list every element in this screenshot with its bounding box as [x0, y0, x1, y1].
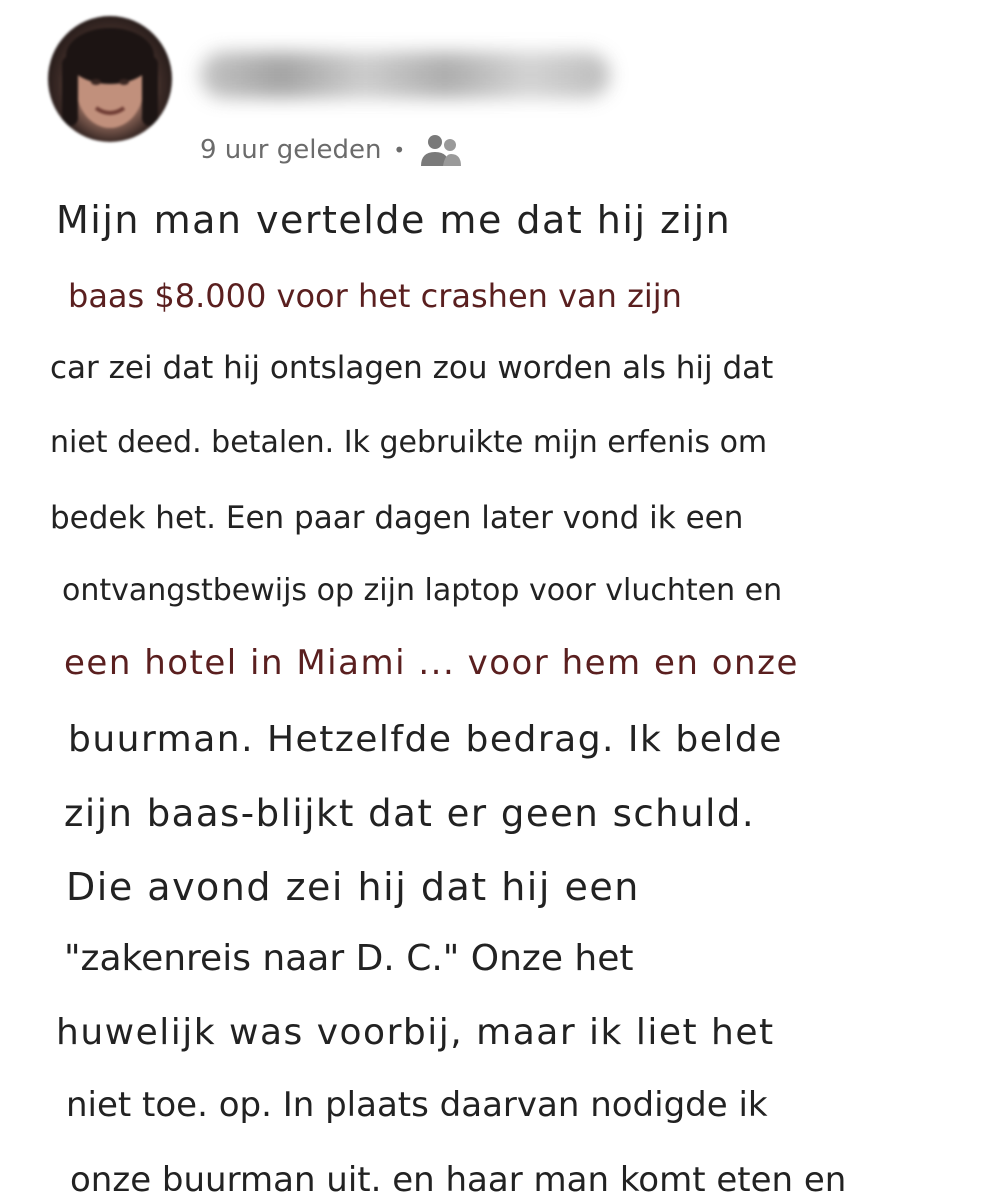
post-line: baas $8.000 voor het crashen van zijn [68, 277, 682, 315]
post-line: niet deed. betalen. Ik gebruikte mijn erfenis om [50, 425, 768, 460]
post-line: Die avond zei hij dat hij een [66, 865, 640, 909]
post-line: niet toe. op. In plaats daarvan nodigde ik [66, 1085, 768, 1125]
post-line: "zakenreis naar D. C." Onze het [64, 938, 634, 979]
post-line: huwelijk was voorbij, maar ik liet het [56, 1012, 775, 1053]
post-line: bedek het. Een paar dagen later vond ik een [50, 500, 744, 536]
post-line: ontvangstbewijs op zijn laptop voor vluchten en [62, 573, 783, 608]
post-line: onze buurman uit. en haar man komt eten en [70, 1160, 847, 1200]
timestamp[interactable]: 9 uur geleden [200, 135, 382, 165]
meta-separator: • [393, 138, 406, 162]
post-line: zijn baas-blijkt dat er geen schuld. [64, 792, 756, 835]
post-line: buurman. Hetzelfde bedrag. Ik belde [68, 719, 783, 760]
post-line: car zei dat hij ontslagen zou worden als hij dat [50, 350, 774, 386]
post-line: een hotel in Miami ... voor hem en onze [64, 643, 799, 683]
post-line: Mijn man vertelde me dat hij zijn [56, 198, 732, 242]
